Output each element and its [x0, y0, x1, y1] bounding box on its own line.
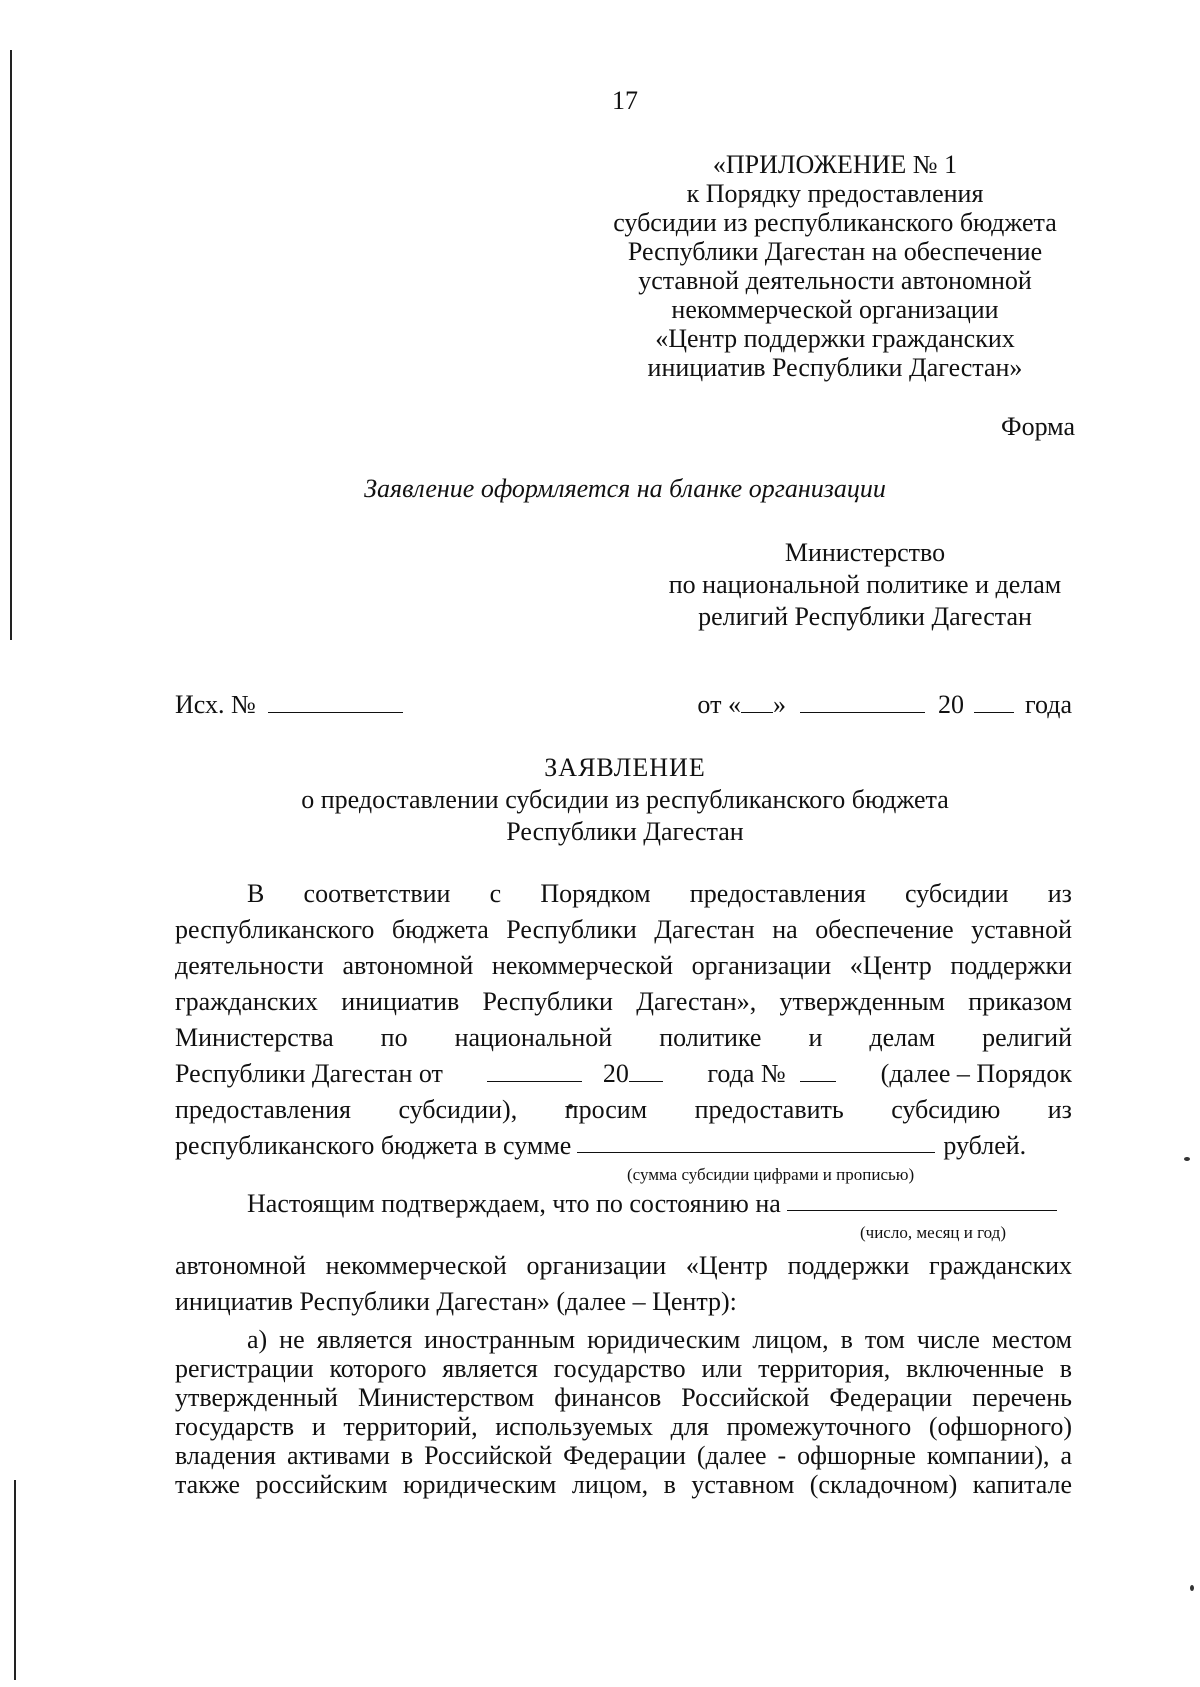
- title-line: о предоставлении субсидии из республиканского бюджета: [301, 785, 949, 814]
- line-text: рублей.: [943, 1131, 1027, 1160]
- outgoing-number: [175, 690, 403, 720]
- body-line: [175, 1470, 1072, 1499]
- body-line: [175, 948, 1072, 984]
- status-date-blank: [787, 1186, 1057, 1211]
- addressee-line: Министерство: [784, 538, 946, 567]
- word: из: [1047, 879, 1072, 908]
- title-main: ЗАЯВЛЕНИЕ: [544, 753, 706, 782]
- appendix-line: к Порядку предоставления: [686, 179, 984, 208]
- page-number: 17: [612, 86, 638, 115]
- word: и: [808, 1023, 823, 1052]
- scan-edge-line-bottom: [14, 1480, 16, 1680]
- order-date-fill: [487, 1056, 663, 1092]
- word: религий: [982, 1023, 1072, 1052]
- body-line: [175, 912, 1072, 948]
- date-quote-close: »: [772, 690, 786, 719]
- word: с: [489, 879, 502, 908]
- body-line: [175, 1383, 1072, 1412]
- word: субсидии),: [398, 1095, 518, 1124]
- line-text: инициатив Республики Дагестан» (далее – Центр):: [175, 1287, 737, 1316]
- line-text: Республики Дагестан от: [175, 1059, 443, 1088]
- line-text: владения активами в Российской Федерации (далее - офшорные компании), а: [175, 1441, 1072, 1470]
- body-line: [175, 1354, 1072, 1383]
- line-text: гражданских инициатив Республики Дагестан», утвержденным приказом: [175, 987, 1072, 1016]
- word: просим: [564, 1095, 648, 1124]
- word: по: [380, 1023, 408, 1052]
- outgoing-number-label: Исх. №: [175, 690, 256, 719]
- line-text: деятельности автономной некоммерческой организации «Центр поддержки: [175, 951, 1072, 980]
- addressee-block: [650, 537, 1080, 633]
- word: предоставления: [175, 1095, 351, 1124]
- appendix-line: некоммерческой организации: [671, 295, 999, 324]
- scan-edge-line-top: [10, 50, 12, 640]
- word: Министерства: [175, 1023, 334, 1052]
- body-line: [175, 1412, 1072, 1441]
- word: В: [247, 879, 265, 908]
- outgoing-number-blank: [268, 690, 403, 713]
- line-text: государств и территорий, используемых для промежуточного (офшорного): [175, 1412, 1072, 1441]
- date-day-blank: [741, 690, 773, 713]
- word: Порядком: [540, 879, 651, 908]
- date-year-suffix: года: [1024, 690, 1072, 719]
- line-text: Настоящим подтверждаем, что по состоянию на: [247, 1189, 781, 1218]
- appendix-line: инициатив Республики Дагестан»: [647, 353, 1023, 382]
- body-line: [175, 984, 1072, 1020]
- word: делам: [869, 1023, 936, 1052]
- appendix-line: Республики Дагестан на обеспечение: [627, 237, 1043, 266]
- body-line-status-date: [175, 1186, 1072, 1222]
- appendix-line: «Центр поддержки гражданских: [655, 324, 1015, 353]
- line-text: республиканского бюджета Республики Дагестан на обеспечение уставной: [175, 915, 1072, 944]
- body-line: [175, 1325, 1072, 1354]
- line-text: автономной некоммерческой организации «Центр поддержки гражданских: [175, 1251, 1072, 1280]
- line-text: а) не является иностранным юридическим лицом, в том числе местом: [247, 1325, 1072, 1354]
- appendix-header: [610, 150, 1060, 382]
- date-month-blank: [800, 690, 925, 713]
- sum-blank: [577, 1128, 935, 1153]
- order-number-fill: [707, 1056, 836, 1092]
- body-line: [175, 876, 1072, 912]
- body-line: [175, 1284, 1072, 1320]
- appendix-line: уставной деятельности автономной: [638, 266, 1032, 295]
- word: предоставления: [689, 879, 866, 908]
- sum-caption: (сумма субсидии цифрами и прописью): [627, 1165, 915, 1184]
- line-text: регистрации которого является государство или территория, включенные в: [175, 1354, 1072, 1383]
- word: субсидии: [904, 879, 1009, 908]
- body-line-sum: [175, 1128, 1072, 1164]
- order-year-prefix: 20: [602, 1059, 629, 1088]
- date-caption: (число, месяц и год): [860, 1223, 1006, 1242]
- letterhead-note: Заявление оформляется на бланке организации: [364, 474, 886, 503]
- body-line: [175, 1441, 1072, 1470]
- document-body-continued: [175, 1325, 1072, 1499]
- word: из: [1047, 1095, 1072, 1124]
- word: предоставить: [694, 1095, 844, 1124]
- line-text: (далее – Порядок: [880, 1059, 1072, 1088]
- order-date-blank: [487, 1059, 582, 1082]
- appendix-line: «ПРИЛОЖЕНИЕ № 1: [712, 150, 958, 179]
- word: субсидию: [891, 1095, 1001, 1124]
- addressee-line: религий Республики Дагестан: [698, 602, 1032, 631]
- line-text: утвержденный Министерством финансов Российской Федерации перечень: [175, 1383, 1072, 1412]
- date-year-prefix: 20: [937, 690, 964, 719]
- document-body: [175, 876, 1072, 1352]
- word: национальной: [454, 1023, 613, 1052]
- form-label: Форма: [1001, 412, 1075, 441]
- addressee-line: по национальной политике и делам: [668, 570, 1062, 599]
- scan-speck: [1190, 1585, 1194, 1591]
- order-year-blank: [629, 1059, 663, 1082]
- word: соответствии: [303, 879, 451, 908]
- appendix-line: субсидии из республиканского бюджета: [613, 208, 1057, 237]
- body-line: [175, 1020, 1072, 1056]
- line-text: республиканского бюджета в сумме: [175, 1131, 572, 1160]
- line-text: также российским юридическим лицом, в уставном (складочном) капитале: [175, 1470, 1072, 1499]
- word: политике: [659, 1023, 762, 1052]
- order-number-label: года №: [707, 1059, 786, 1088]
- scan-speck: [1184, 1157, 1190, 1161]
- body-line: [175, 1092, 1072, 1128]
- order-number-blank: [800, 1059, 836, 1082]
- date-prefix: от «: [697, 690, 741, 719]
- date-year-blank: [974, 690, 1014, 713]
- document-title: [0, 752, 1200, 848]
- title-line: Республики Дагестан: [506, 817, 744, 846]
- body-line-order-date: [175, 1056, 1072, 1092]
- body-line: [175, 1248, 1072, 1284]
- date-line: [697, 690, 1072, 720]
